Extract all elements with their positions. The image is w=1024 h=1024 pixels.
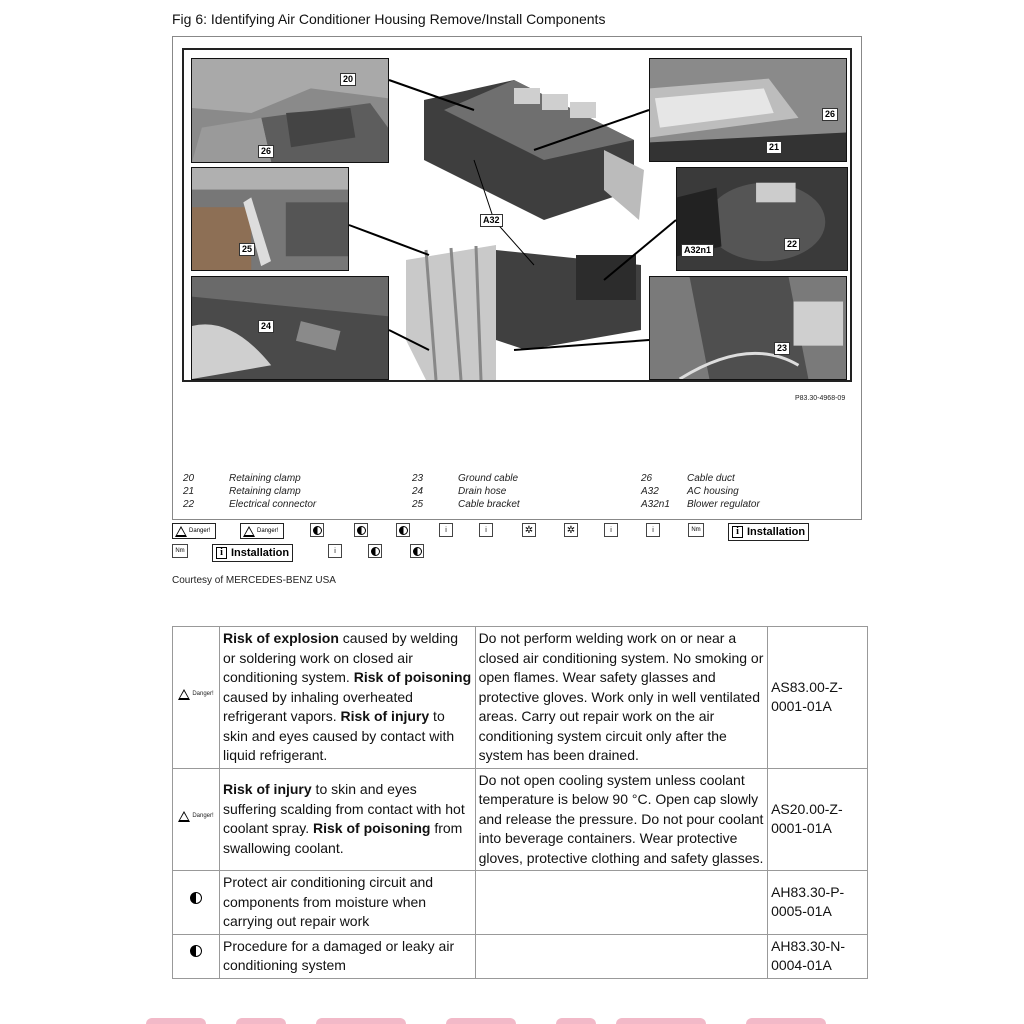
installation-link[interactable]: i Installation <box>212 544 293 562</box>
document-code-link[interactable]: AH83.30-N-0004-01A <box>768 934 868 978</box>
row-icon-cell <box>173 627 220 769</box>
info-icon: i <box>445 526 447 534</box>
callout-23: 23 <box>774 342 790 355</box>
risk-heading: Risk of injury <box>340 708 430 724</box>
risk-text: to skin and eyes caused by contact with liquid refrigerant. <box>222 708 455 763</box>
figure-code: P83.30-4968-09 <box>795 395 846 402</box>
danger-icon[interactable] <box>178 685 213 705</box>
info-link[interactable] <box>479 523 493 537</box>
danger-link[interactable]: Danger! <box>240 523 284 539</box>
legend-num: A32n1 <box>641 499 670 510</box>
action-cell <box>475 871 768 935</box>
risk-heading: Risk of poisoning <box>313 820 431 837</box>
row-icon-cell <box>173 934 220 978</box>
info-link[interactable] <box>646 523 660 537</box>
risk-text: Procedure for a damaged or leaky air conditioning system <box>222 937 455 973</box>
half-disc-link[interactable] <box>310 523 324 537</box>
legend-label: Cable bracket <box>458 499 520 510</box>
legend-label: Blower regulator <box>687 499 760 510</box>
half-disc-icon[interactable] <box>190 945 202 957</box>
risk-text: caused by inhaling overheated refrigerant vapors. <box>222 688 413 724</box>
legend-num: 20 <box>183 473 195 484</box>
legend-num: 24 <box>412 486 424 497</box>
action-cell: Do not perform welding work on or near a closed air conditioning system. No smoking or open flames. Wear safety glasses and protective gloves. Work only in well ventilated areas. Carry out repair work on the air conditioning system circuit only after the system has been drained. <box>475 627 768 769</box>
half-disc-icon <box>413 547 422 556</box>
info-icon: i <box>334 547 336 555</box>
document-code-link[interactable]: AS20.00-Z-0001-01A <box>768 768 868 871</box>
figure-title: Fig 6: Identifying Air Conditioner Housing Remove/Install Components <box>172 11 606 27</box>
half-disc-link[interactable] <box>396 523 410 537</box>
half-disc-icon[interactable] <box>190 892 202 904</box>
warning-triangle-icon <box>178 689 190 700</box>
info-icon: i <box>652 526 654 534</box>
legend-label: AC housing <box>687 486 739 497</box>
legend-label: Retaining clamp <box>229 473 301 484</box>
danger-label: Danger! <box>192 812 214 819</box>
info-link[interactable] <box>439 523 453 537</box>
watermark <box>146 1014 866 1024</box>
special-tool-link[interactable] <box>522 523 536 537</box>
table-row <box>173 871 868 935</box>
action-cell <box>475 934 768 978</box>
table-row <box>173 768 868 871</box>
half-disc-icon <box>313 526 322 535</box>
special-tool-link[interactable] <box>564 523 578 537</box>
warning-triangle-icon <box>175 526 187 537</box>
document-code-link[interactable]: AS83.00-Z-0001-01A <box>768 627 868 769</box>
legend-num: 21 <box>183 486 195 497</box>
legend-num: 25 <box>412 499 424 510</box>
risk-heading: Risk of injury <box>222 781 312 798</box>
info-icon: i <box>216 547 227 559</box>
risk-text: to skin and eyes suffering scalding from contact with hot coolant spray. <box>222 781 465 837</box>
torque-icon: Nm <box>175 548 185 554</box>
legend-num: 22 <box>183 499 195 510</box>
figure-image <box>182 48 852 382</box>
torque-link[interactable] <box>172 544 188 558</box>
half-disc-icon <box>399 526 408 535</box>
callout-A32: A32 <box>480 214 503 227</box>
leader-lines <box>184 50 852 382</box>
info-link[interactable] <box>328 544 342 558</box>
half-disc-link[interactable] <box>368 544 382 558</box>
torque-link[interactable] <box>688 523 704 537</box>
risk-cell <box>219 934 475 978</box>
legend-num: A32 <box>641 486 659 497</box>
risk-text: Protect air conditioning circuit and components from moisture when carrying out repair work <box>222 874 434 929</box>
risk-text: from swallowing coolant. <box>222 820 463 856</box>
legend-label: Ground cable <box>458 473 519 484</box>
half-disc-icon <box>357 526 366 535</box>
action-cell: Do not open cooling system unless coolant temperature is below 90 °C. Open cap slowly and release the pressure. Do not pour coolant into beverage containers. Wear protective gloves, protective clothing and safety glasses. <box>475 768 768 871</box>
row-icon-cell <box>173 768 220 871</box>
risk-heading: Risk of poisoning <box>353 669 472 685</box>
risk-text: caused by welding or soldering work on closed air conditioning system. <box>222 630 458 685</box>
callout-20: 20 <box>340 73 356 86</box>
half-disc-link[interactable] <box>354 523 368 537</box>
half-disc-link[interactable] <box>410 544 424 558</box>
danger-label: Danger! <box>192 690 214 697</box>
courtesy-credit: Courtesy of MERCEDES-BENZ USA <box>172 575 336 586</box>
legend-label: Retaining clamp <box>229 486 301 497</box>
callout-26-left: 26 <box>258 145 274 158</box>
hazard-table <box>172 626 868 979</box>
figure-frame <box>172 36 862 520</box>
callout-25: 25 <box>239 243 255 256</box>
info-link[interactable] <box>604 523 618 537</box>
table-row <box>173 934 868 978</box>
legend-num: 26 <box>641 473 653 484</box>
half-disc-icon <box>371 547 380 556</box>
warning-triangle-icon <box>178 811 190 822</box>
table-row <box>173 627 868 769</box>
torque-icon: Nm <box>691 527 701 533</box>
info-icon: i <box>732 526 743 538</box>
callout-A32n1: A32n1 <box>681 244 714 257</box>
callout-26-right: 26 <box>822 108 838 121</box>
document-code-link[interactable]: AH83.30-P-0005-01A <box>768 871 868 935</box>
callout-22: 22 <box>784 238 800 251</box>
risk-heading: Risk of explosion <box>222 630 339 646</box>
risk-cell <box>219 627 475 769</box>
row-icon-cell <box>173 871 220 935</box>
danger-link[interactable]: Danger! <box>172 523 216 539</box>
danger-icon[interactable] <box>178 807 213 827</box>
special-tool-icon: ✲ <box>566 524 576 536</box>
callout-21: 21 <box>766 141 782 154</box>
legend-label: Electrical connector <box>229 499 317 510</box>
legend-label: Drain hose <box>458 486 507 497</box>
installation-link[interactable]: i Installation <box>728 523 809 541</box>
special-tool-icon: ✲ <box>524 524 534 536</box>
info-icon: i <box>610 526 612 534</box>
warning-triangle-icon <box>243 526 255 537</box>
legend-num: 23 <box>412 473 424 484</box>
risk-cell <box>219 768 475 871</box>
legend-label: Cable duct <box>687 473 735 484</box>
callout-24: 24 <box>258 320 274 333</box>
risk-cell <box>219 871 475 935</box>
info-icon: i <box>485 526 487 534</box>
